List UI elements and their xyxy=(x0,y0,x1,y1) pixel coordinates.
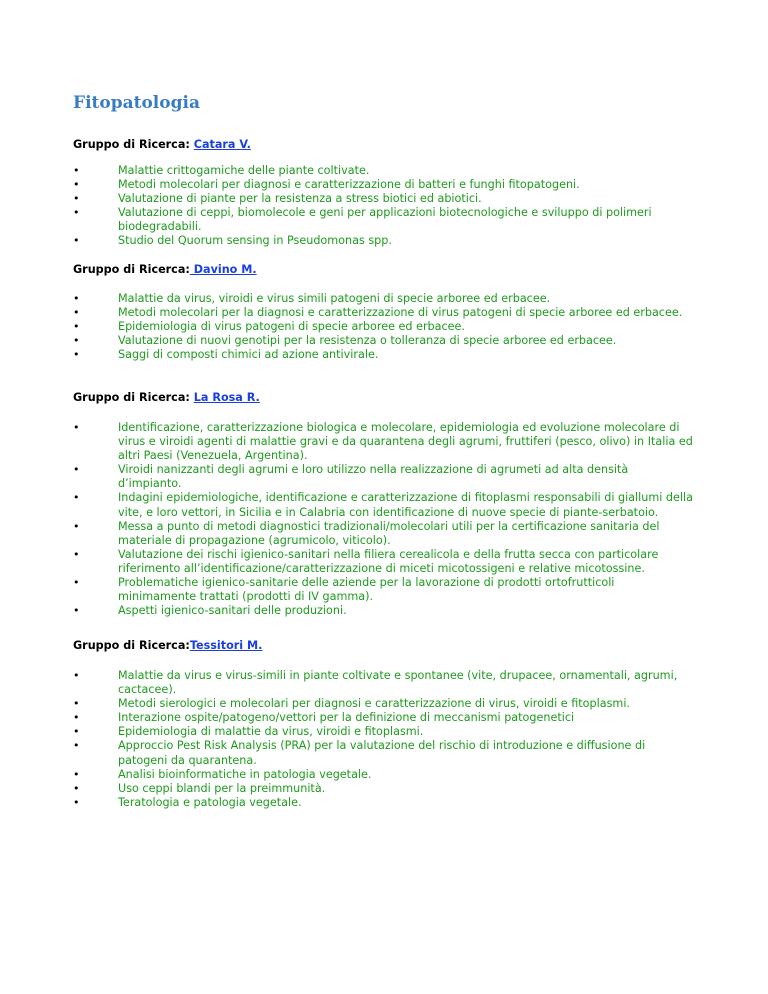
group-leader-link-catara[interactable]: Catara V. xyxy=(193,138,251,151)
bullet-icon: • xyxy=(73,697,80,711)
list-item: • Saggi di composti chimici ad azione antivirale. xyxy=(73,348,379,362)
list-item: • Metodi sierologici e molecolari per diagnosi e caratterizzazione di virus, viroidi e fitoplasmi. xyxy=(73,697,630,711)
list-item: • Identificazione, caratterizzazione biologica e molecolare, epidemiologia ed evoluzione molecolare di virus e viroidi agenti di malattie gravi e da quarantena degli agrumi, fruttiferi (pesco, olivo) in Italia ed altri Paesi (Venezuela, Argentina). xyxy=(73,421,693,463)
list-item: • Analisi bioinformatiche in patologia vegetale. xyxy=(73,767,372,781)
bullet-icon: • xyxy=(73,767,80,781)
list-item: • Aspetti igienico-sanitari delle produzioni. xyxy=(73,604,347,618)
group-prefix: Gruppo di Ricerca: xyxy=(73,391,194,404)
group-prefix: Gruppo di Ricerca: xyxy=(73,138,194,151)
bullet-icon: • xyxy=(73,206,80,220)
bullet-icon: • xyxy=(73,234,80,248)
bullet-icon: • xyxy=(73,306,80,320)
bullet-icon: • xyxy=(73,576,80,590)
list-item: • Malattie da virus, viroidi e virus simili patogeni di specie arboree ed erbacee. xyxy=(73,292,551,305)
list-item: • Indagini epidemiologiche, identificazione e caratterizzazione di fitoplasmi responsabili di giallumi della vite, e loro vettori, in Sicilia e in Calabria con identificazione di nuove specie di piante-serbatoio. xyxy=(73,491,693,519)
bullet-icon: • xyxy=(73,519,80,533)
bullet-icon: • xyxy=(73,739,80,753)
bullet-icon: • xyxy=(73,547,80,561)
bullet-icon: • xyxy=(73,669,80,682)
list-item: • Metodi molecolari per diagnosi e caratterizzazione di batteri e funghi fitopatogeni. xyxy=(73,178,580,192)
list-item: • Valutazione di ceppi, biomolecole e geni per applicazioni biotecnologiche e sviluppo di polimeri biodegradabili. xyxy=(73,206,652,234)
group-prefix: Gruppo di Ricerca: xyxy=(73,639,190,652)
group-leader-link-tessitori[interactable]: Tessitori M. xyxy=(189,639,263,652)
group-prefix: Gruppo di Ricerca: xyxy=(73,263,190,276)
group-list-la-rosa xyxy=(73,421,693,618)
group-list-tessitori xyxy=(73,669,693,810)
group-heading-tessitori xyxy=(73,639,262,652)
list-item: • Valutazione dei rischi igienico-sanitari nella filiera cerealicola e della frutta secca con particolare riferimento all’identificazione/caratterizzazione di miceti micotossigeni e relative micotossine. xyxy=(73,547,659,575)
group-leader-link-davino[interactable]: Davino M. xyxy=(189,263,257,276)
bullet-icon: • xyxy=(73,491,80,505)
group-heading-davino xyxy=(73,263,257,276)
list-item: • Epidemiologia di malattie da virus, viroidi e fitoplasmi. xyxy=(73,725,424,739)
list-item: • Malattie da virus e virus-simili in piante coltivate e spontanee (vite, drupacee, ornamentali, agrumi, cactacee). xyxy=(73,669,678,697)
list-item: • Valutazione di piante per la resistenza a stress biotici ed abiotici. xyxy=(73,192,482,206)
list-item: • Valutazione di nuovi genotipi per la resistenza o tolleranza di specie arboree ed erbacee. xyxy=(73,334,617,348)
list-item: • Teratologia e patologia vegetale. xyxy=(73,795,302,809)
bullet-icon: • xyxy=(73,725,80,739)
page-title: Fitopatologia xyxy=(73,93,200,113)
bullet-icon: • xyxy=(73,192,80,206)
list-item: • Uso ceppi blandi per la preimmunità. xyxy=(73,781,326,795)
bullet-icon: • xyxy=(73,164,80,177)
list-item: • Interazione ospite/patogeno/vettori per la definizione di meccanismi patogenetici xyxy=(73,711,575,725)
list-item: • Malattie crittogamiche delle piante coltivate. xyxy=(73,164,370,177)
group-heading-la-rosa xyxy=(73,391,260,404)
list-item: • Problematiche igienico-sanitarie delle aziende per la lavorazione di prodotti ortofrutticoli minimamente trattati (prodotti di IV gamma). xyxy=(73,576,615,604)
group-list-davino xyxy=(73,292,693,362)
list-item: • Approccio Pest Risk Analysis (PRA) per la valutazione del rischio di introduzione e diffusione di patogeni da quarantena. xyxy=(73,739,646,767)
bullet-icon: • xyxy=(73,711,80,725)
list-item: • Messa a punto di metodi diagnostici tradizionali/molecolari utili per la certificazione sanitaria del materiale di propagazione (agrumicolo, viticolo). xyxy=(73,519,660,547)
bullet-icon: • xyxy=(73,795,80,809)
list-item: • Metodi molecolari per la diagnosi e caratterizzazione di virus patogeni di specie arboree ed erbacee. xyxy=(73,306,683,320)
list-item: • Epidemiologia di virus patogeni di specie arboree ed erbacee. xyxy=(73,320,465,334)
group-heading-catara xyxy=(73,138,251,151)
bullet-icon: • xyxy=(73,463,80,477)
bullet-icon: • xyxy=(73,178,80,192)
list-item: • Viroidi nanizzanti degli agrumi e loro utilizzo nella realizzazione di agrumeti ad alta densità d’impianto. xyxy=(73,463,629,491)
list-item: • Studio del Quorum sensing in Pseudomonas spp. xyxy=(73,234,392,248)
group-leader-link-la-rosa[interactable]: La Rosa R. xyxy=(193,391,260,404)
bullet-icon: • xyxy=(73,781,80,795)
bullet-icon: • xyxy=(73,348,80,362)
bullet-icon: • xyxy=(73,604,80,618)
bullet-icon: • xyxy=(73,292,80,305)
bullet-icon: • xyxy=(73,421,80,434)
bullet-icon: • xyxy=(73,320,80,334)
group-list-catara xyxy=(73,164,693,249)
bullet-icon: • xyxy=(73,334,80,348)
